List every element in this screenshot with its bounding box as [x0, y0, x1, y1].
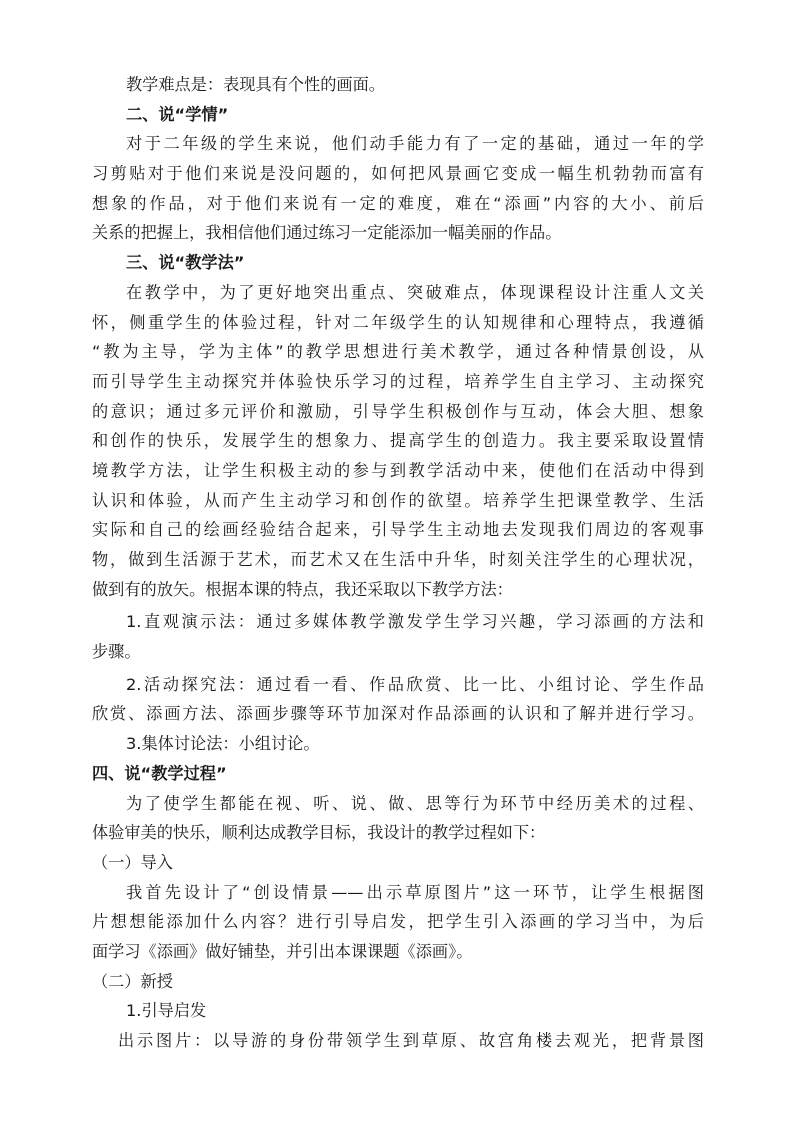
section-heading: 二、说“学情” — [126, 104, 229, 124]
text-line: 认识和体验，从而产生主动学习和创作的欲望。培养学生把课堂教学、生活 — [92, 490, 704, 510]
text-line: “教为主导，学为主体”的教学思想进行美术教学，通过各种情景创设，从 — [92, 342, 704, 362]
list-item: 3.集体讨论法：小组讨论。 — [126, 734, 320, 754]
text-line: 关系的把握上，我相信他们通过练习一定能添加一幅美丽的作品。 — [92, 223, 562, 243]
text-line: 我首先设计了“创设情景——出示草原图片”这一环节，让学生根据图 — [126, 882, 704, 902]
subsection-heading: （一）导入 — [92, 852, 173, 872]
section-heading: 三、说“教学法” — [126, 253, 245, 273]
text-line: 片想想能添加什么内容？进行引导启发，把学生引入添画的学习当中，为后 — [92, 912, 704, 932]
text-line: 境教学方法，让学生积极主动的参与到教学活动中来，使他们在活动中得到 — [92, 460, 704, 480]
text-line: 而引导学生主动探究并体验快乐学习的过程，培养学生自主学习、主动探究 — [92, 371, 704, 391]
list-item: 1.直观演示法：通过多媒体教学激发学生学习兴趣，学习添画的方法和 — [126, 612, 704, 632]
text-line: 想象的作品，对于他们来说有一定的难度，难在“添画”内容的大小、前后 — [92, 193, 704, 213]
text-line: 步骤。 — [92, 642, 141, 662]
text-line: 欣赏、添画方法、添画步骤等环节加深对作品添画的认识和了解并进行学习。 — [92, 704, 704, 724]
text-line: 出示图片：以导游的身份带领学生到草原、故宫角楼去观光，把背景图 — [118, 1031, 704, 1050]
text-line: 实际和自己的绘画经验结合起来，引导学生主动地去发现我们周边的客观事 — [92, 520, 704, 540]
list-item: 2.活动探究法：通过看一看、作品欣赏、比一比、小组讨论、学生作品 — [126, 674, 704, 694]
list-item: 1.引导启发 — [126, 1001, 207, 1021]
text-line: 对于二年级的学生来说，他们动手能力有了一定的基础，通过一年的学 — [126, 134, 704, 154]
text-line: 为了使学生都能在视、听、说、做、思等行为环节中经历美术的过程、 — [126, 793, 704, 813]
text-line: 怀，侧重学生的体验过程，针对二年级学生的认知规律和心理特点，我遵循 — [92, 312, 704, 332]
text-line: 体验审美的快乐，顺利达成教学目标，我设计的教学过程如下： — [92, 823, 546, 843]
text-line: 和创作的快乐，发展学生的想象力、提高学生的创造力。我主要采取设置情 — [92, 431, 704, 451]
document-page — [92, 70, 704, 1056]
section-heading: 四、说“教学过程” — [92, 763, 227, 783]
subsection-heading: （二）新授 — [92, 971, 173, 991]
text-line: 做到有的放矢。根据本课的特点，我还采取以下教学方法： — [92, 579, 513, 599]
text-line: 在教学中，为了更好地突出重点、突破难点，体现课程设计注重人文关 — [126, 282, 704, 302]
text-line: 的意识；通过多元评价和激励，引导学生积极创作与互动，体会大胆、想象 — [92, 401, 704, 421]
text-line: 教学难点是：表现具有个性的画面。 — [126, 75, 385, 94]
text-line: 面学习《添画》做好铺垫，并引出本课课题《添画》。 — [92, 941, 473, 961]
text-line: 物，做到生活源于艺术，而艺术又在生活中升华，时刻关注学生的心理状况， — [92, 550, 704, 569]
text-line: 习剪贴对于他们来说是没问题的，如何把风景画它变成一幅生机勃勃而富有 — [92, 164, 704, 184]
